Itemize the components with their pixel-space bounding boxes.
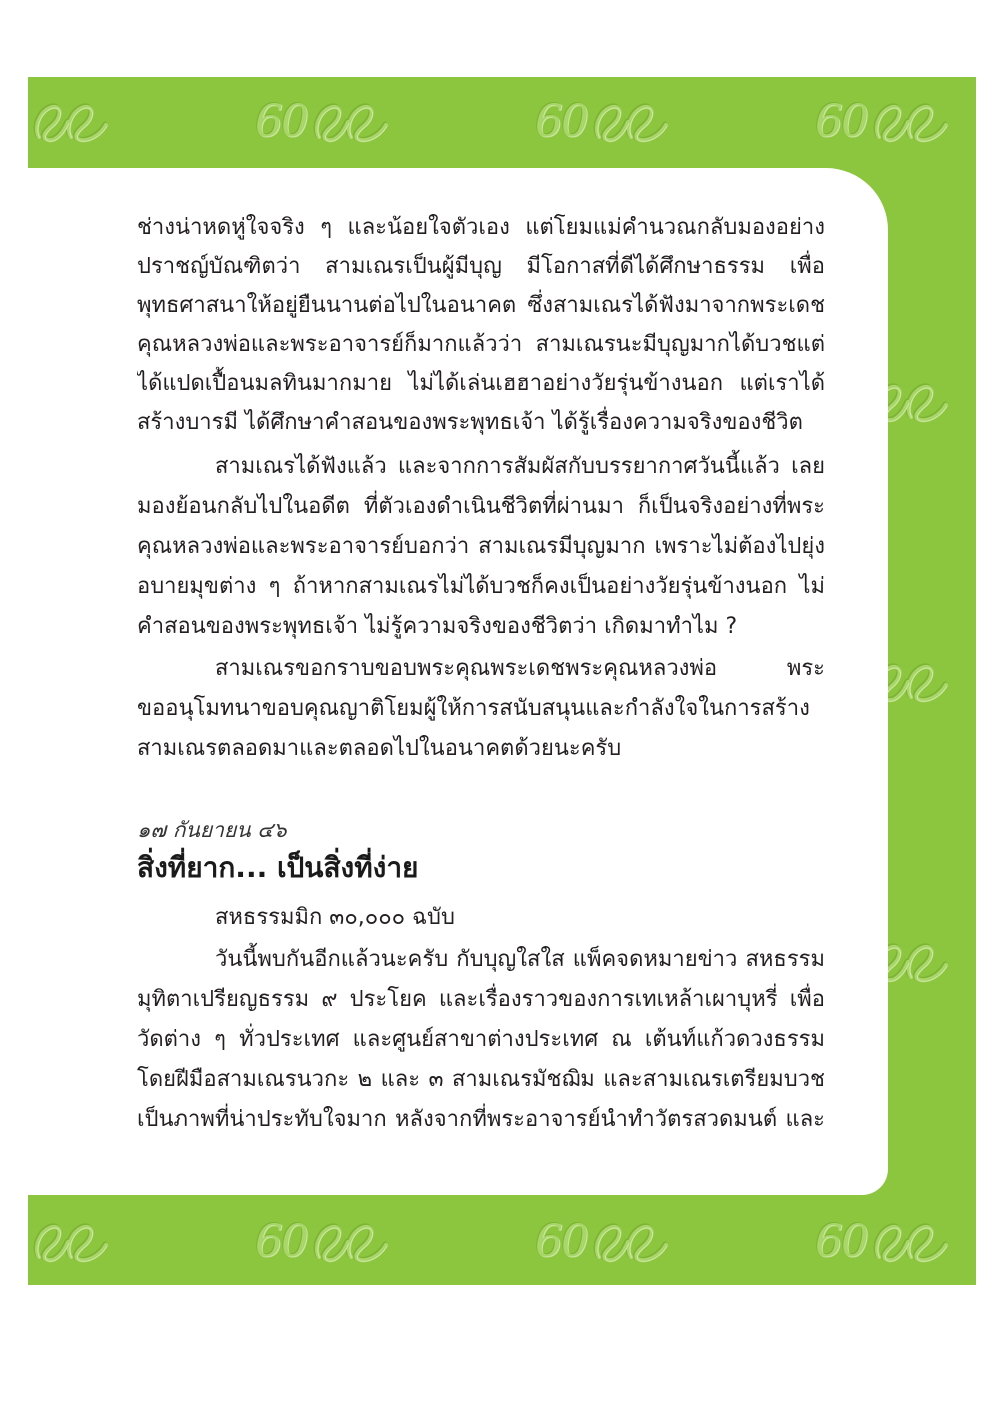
text-line: คุณหลวงพ่อและพระอาจารย์บอกว่า สามเณรมีบุญมาก เพราะไม่ต้องไปยุ่ง [137,534,825,559]
watermark-logo [815,1212,951,1272]
watermark-logo-number: 60 [535,1216,587,1267]
watermark-logo [535,92,671,152]
text-line: มุทิตาเปรียญธรรม ๙ ประโยค และเรื่องราวของการเทเหล้าเผาบุหรี่ เพื่อ [137,987,825,1012]
script-mark-icon [591,97,671,147]
paragraph-2 [137,447,825,647]
text-line: สามเณรขอกราบขอบพระคุณพระเดชพระคุณหลวงพ่อ พระ [215,656,825,681]
watermark-logo [255,1212,391,1272]
text-line: มองย้อนกลับไปในอดีต ที่ตัวเองดำเนินชีวิตที่ผ่านมา ก็เป็นจริงอย่างที่พระ [137,494,825,519]
text-line: ขออนุโมทนาขอบคุณญาติโยมผู้ให้การสนับสนุนและกำลังใจในการสร้าง [137,696,810,721]
watermark-logo [535,1212,671,1272]
entry-date: ๑๗ กันยายน ๔๖ [137,818,287,842]
script-mark-icon [31,97,111,147]
text-line: สามเณรได้ฟังแล้ว และจากการสัมผัสกับบรรยากาศวันนี้แล้ว เลย [215,454,825,479]
script-mark-icon [871,1217,951,1267]
text-line: วันนี้พบกันอีกแล้วนะครับ กับบุญใสใส แพ็คจดหมายข่าว สหธรรม [215,947,825,972]
watermark-logo [28,92,111,152]
entry-header [137,812,825,888]
watermark-logo [255,92,391,152]
entry-subtitle-block [137,898,825,938]
paragraph-1 [137,208,825,442]
script-mark-icon [311,97,391,147]
script-mark-icon [311,1217,391,1267]
text-line: ช่างน่าหดหู่ใจจริง ๆ และน้อยใจตัวเอง แต่โยมแม่คำนวณกลับมองอย่าง [137,215,825,240]
text-line: อบายมุขต่าง ๆ ถ้าหากสามเณรไม่ได้บวชก็คงเป็นอย่างวัยรุ่นข้างนอก ไม่ [137,574,825,599]
text-line: วัดต่าง ๆ ทั่วประเทศ และศูนย์สาขาต่างประเทศ ณ เต้นท์แก้วดวงธรรม [137,1027,825,1052]
text-line: พุทธศาสนาให้อยู่ยืนนานต่อไปในอนาคต ซึ่งสามเณรได้ฟังมาจากพระเดช [137,293,825,318]
watermark-logo-number: 60 [255,96,307,147]
text-line: สร้างบารมี ได้ศึกษาคำสอนของพระพุทธเจ้า ได้รู้เรื่องความจริงของชีวิต [137,410,803,435]
watermark-logo-number: 60 [255,1216,307,1267]
watermark-logo-number: 60 [535,96,587,147]
text-line: คุณหลวงพ่อและพระอาจารย์ก็มากแล้วว่า สามเณรนะมีบุญมากได้บวชแต่ [137,332,825,357]
entry-paragraph [137,940,825,1140]
watermark-logo-number: 60 [815,1216,867,1267]
watermark-logo-number: 60 [815,96,867,147]
script-mark-icon [591,1217,671,1267]
text-line: สามเณรตลอดมาและตลอดไปในอนาคตด้วยนะครับ [137,736,622,761]
text-line: โดยฝีมือสามเณรนวกะ ๒ และ ๓ สามเณรมัชฌิม และสามเณรเตรียมบวช [137,1067,825,1092]
text-line: คำสอนของพระพุทธเจ้า ไม่รู้ความจริงของชีวิตว่า เกิดมาทำไม ? [137,614,738,639]
text-line: เป็นภาพที่น่าประทับใจมาก หลังจากที่พระอาจารย์นำทำวัตรสวดมนต์ และ [137,1107,825,1132]
script-mark-icon [871,97,951,147]
text-line: ปราชญ์บัณฑิตว่า สามเณรเป็นผู้มีบุญ มีโอกาสที่ดีได้ศึกษาธรรม เพื่อ [137,254,825,279]
watermark-logo [28,1212,111,1272]
entry-title: สิ่งที่ยาก... เป็นสิ่งที่ง่าย [137,851,419,884]
text-line: ได้แปดเปื้อนมลทินมากมาย ไม่ได้เล่นเฮฮาอย่างวัยรุ่นข้างนอก แต่เราได้ [137,371,825,396]
entry-subtitle: สหธรรมมิก ๓๐,๐๐๐ ฉบับ [215,905,455,930]
watermark-logo [815,92,951,152]
script-mark-icon [31,1217,111,1267]
paragraph-3 [137,649,825,769]
